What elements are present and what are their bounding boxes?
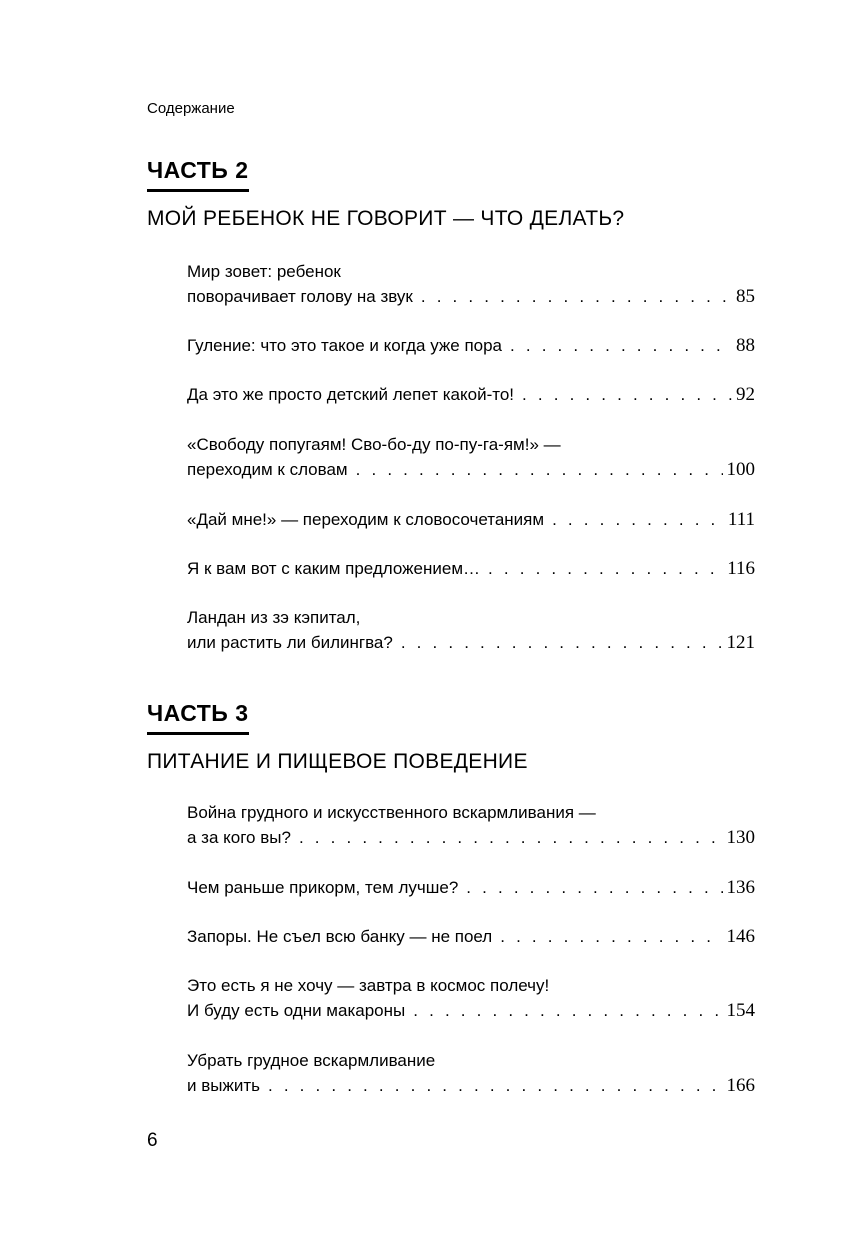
toc-page-number: 121 bbox=[726, 632, 755, 653]
toc-page-number: 154 bbox=[726, 1000, 755, 1021]
toc-entry-title: переходим к словам bbox=[187, 460, 348, 479]
dot-leader bbox=[401, 630, 723, 655]
toc-entry-title: «Дай мне!» — переходим к словосочетаниям bbox=[187, 510, 545, 529]
part-title: ЧАСТЬ 3 bbox=[147, 700, 249, 735]
toc-page-number: 111 bbox=[727, 509, 755, 530]
toc-entry[interactable] bbox=[187, 875, 755, 900]
toc-page-number: 116 bbox=[727, 558, 755, 579]
toc-entry[interactable] bbox=[187, 333, 755, 358]
toc-entry-title: Да это же просто детский лепет какой-то! bbox=[187, 385, 515, 404]
toc-entry-title: Запоры. Не съел всю банку — не поел bbox=[187, 927, 493, 946]
toc-page-number: 88 bbox=[736, 335, 755, 356]
dot-leader bbox=[488, 556, 723, 581]
page-number: 6 bbox=[147, 1130, 158, 1151]
part-2-header bbox=[147, 157, 757, 232]
toc-entry-title: или растить ли билингва? bbox=[187, 633, 393, 652]
dot-leader bbox=[268, 1073, 723, 1098]
toc-entry-title: И буду есть одни макароны bbox=[187, 1001, 406, 1020]
dot-leader bbox=[421, 284, 732, 309]
toc-entry[interactable] bbox=[187, 556, 755, 581]
toc-entry-title: и выжить bbox=[187, 1076, 260, 1095]
toc-entry-first-line: Война грудного и искусственного вскармливания — bbox=[187, 803, 596, 822]
toc-entry[interactable] bbox=[187, 1048, 755, 1098]
dot-leader bbox=[510, 333, 732, 358]
toc-entry[interactable] bbox=[187, 800, 755, 850]
part-3-header bbox=[147, 700, 757, 775]
running-head: Содержание bbox=[147, 100, 235, 117]
toc-entry-first-line: Убрать грудное вскармливание bbox=[187, 1051, 436, 1070]
toc-entry-first-line: Это есть я не хочу — завтра в космос полечу! bbox=[187, 976, 550, 995]
dot-leader bbox=[413, 998, 722, 1023]
toc-page-number: 92 bbox=[736, 384, 755, 405]
toc-entry-title: а за кого вы? bbox=[187, 828, 291, 847]
toc-entry-title: Я к вам вот с каким предложением… bbox=[187, 559, 481, 578]
toc-entry[interactable] bbox=[187, 507, 755, 532]
toc-page-number: 146 bbox=[726, 926, 755, 947]
toc-entry-title: Чем раньше прикорм, тем лучше? bbox=[187, 878, 459, 897]
dot-leader bbox=[552, 507, 724, 532]
toc-entry[interactable] bbox=[187, 432, 755, 482]
part-title: ЧАСТЬ 2 bbox=[147, 157, 249, 192]
toc-entry[interactable] bbox=[187, 973, 755, 1023]
part-subtitle: МОЙ РЕБЕНОК НЕ ГОВОРИТ — ЧТО ДЕЛАТЬ? bbox=[147, 207, 625, 230]
dot-leader bbox=[356, 457, 723, 482]
toc-page-number: 130 bbox=[726, 827, 755, 848]
part-subtitle: ПИТАНИЕ И ПИЩЕВОЕ ПОВЕДЕНИЕ bbox=[147, 750, 528, 773]
dot-leader bbox=[299, 825, 723, 850]
dot-leader bbox=[500, 924, 722, 949]
toc-entry[interactable] bbox=[187, 382, 755, 407]
toc-page-number: 136 bbox=[726, 877, 755, 898]
toc-page-number: 85 bbox=[736, 286, 755, 307]
toc-entry-title: Гуление: что это такое и когда уже пора bbox=[187, 336, 503, 355]
toc-entry-first-line: «Свободу попугаям! Сво-бо-ду по-пу-га-ям!» — bbox=[187, 435, 561, 454]
toc-entry[interactable] bbox=[187, 259, 755, 309]
toc-entry-title: поворачивает голову на звук bbox=[187, 287, 413, 306]
toc-entry[interactable] bbox=[187, 605, 755, 655]
toc-entry-first-line: Ландан из зэ кэпитал, bbox=[187, 608, 361, 627]
toc-entry-first-line: Мир зовет: ребенок bbox=[187, 262, 341, 281]
dot-leader bbox=[466, 875, 722, 900]
toc-page-number: 166 bbox=[726, 1075, 755, 1096]
toc-entry[interactable] bbox=[187, 924, 755, 949]
toc-page-number: 100 bbox=[726, 459, 755, 480]
dot-leader bbox=[522, 382, 732, 407]
